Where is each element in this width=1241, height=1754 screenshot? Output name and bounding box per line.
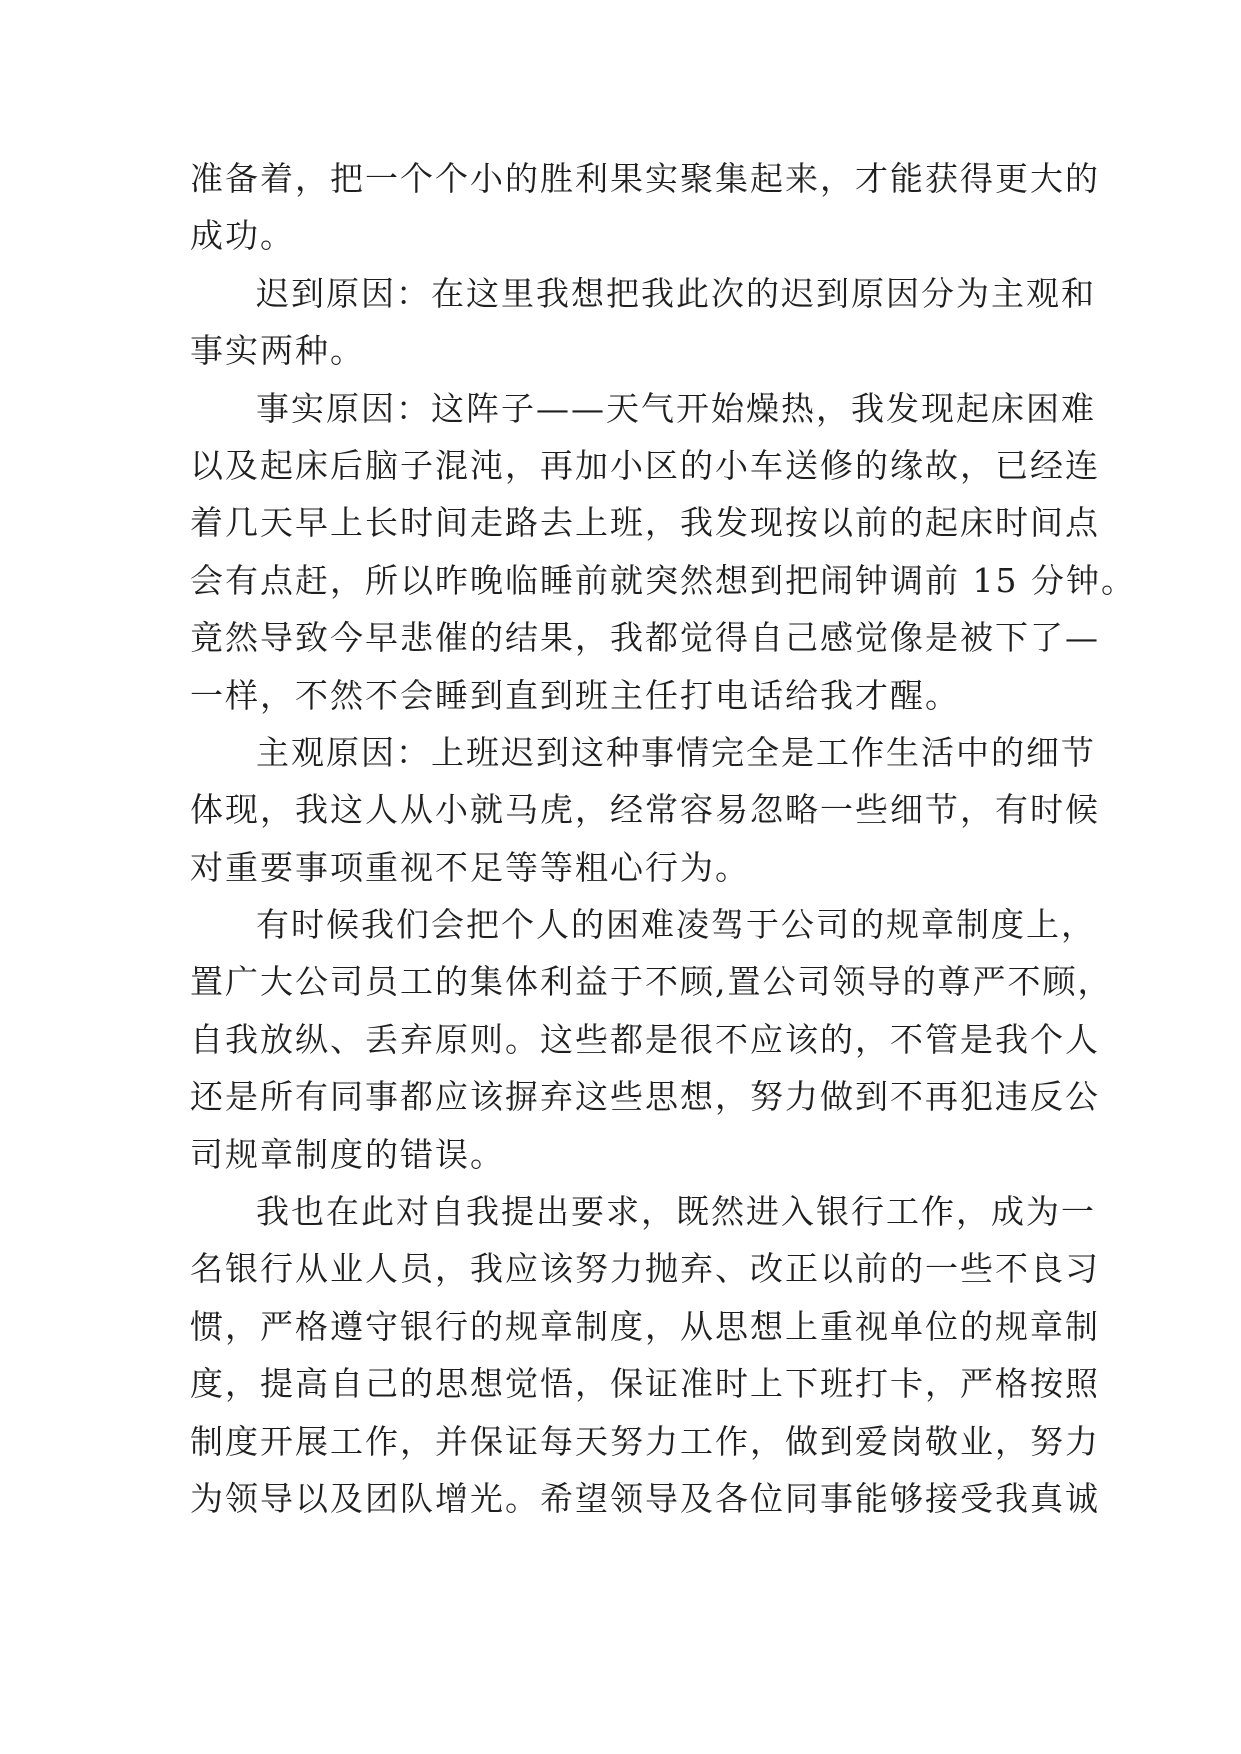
text-line: 事实两种。 (190, 331, 365, 371)
text-line: 准备着，把一个个小的胜利果实聚集起来，才能获得更大的 (190, 159, 1100, 198)
paragraph-start-line: 主观原因：上班迟到这种事情完全是工作生活中的细节 (256, 732, 1096, 772)
text-line: 为领导以及团队增光。希望领导及各位同事能够接受我真诚 (190, 1478, 1100, 1518)
text-line: 成功。 (190, 216, 295, 256)
text-line: 度，提高自己的思想觉悟，保证准时上下班打卡，严格按照 (190, 1364, 1100, 1404)
text-line: 制度开展工作，并保证每天努力工作，做到爱岗敬业，努力 (190, 1421, 1100, 1461)
paragraph-start-line: 事实原因：这阵子——天气开始燥热，我发现起床困难 (256, 388, 1096, 428)
text-line: 惯，严格遵守银行的规章制度，从思想上重视单位的规章制 (190, 1306, 1100, 1346)
document-body (190, 150, 1136, 1527)
text-line: 以及起床后脑子混沌，再加小区的小车送修的缘故，已经连 (190, 445, 1100, 485)
text-line: 司规章制度的错误。 (190, 1134, 505, 1174)
text-line: 体现，我这人从小就马虎，经常容易忽略一些细节，有时候 (190, 790, 1100, 830)
text-line: 对重要事项重视不足等等粗心行为。 (190, 847, 750, 887)
text-line: 一样，不然不会睡到直到班主任打电话给我才醒。 (190, 675, 960, 715)
text-line: 会有点赶，所以昨晚临睡前就突然想到把闹钟调前 15 分钟。 (190, 560, 1136, 600)
text-line: 还是所有同事都应该摒弃这些思想，努力做到不再犯违反公 (190, 1077, 1100, 1117)
text-line: 着几天早上长时间走路去上班，我发现按以前的起床时间点 (190, 503, 1100, 543)
text-line: 置广大公司员工的集体利益于不顾,置公司领导的尊严不顾， (190, 962, 1113, 1002)
text-line: 自我放纵、丢弃原则。这些都是很不应该的，不管是我个人 (190, 1019, 1100, 1059)
text-line: 名银行从业人员，我应该努力抛弃、改正以前的一些不良习 (190, 1249, 1100, 1289)
paragraph-start-line: 有时候我们会把个人的困难凌驾于公司的规章制度上， (256, 905, 1096, 945)
paragraph-start-line: 迟到原因：在这里我想把我此次的迟到原因分为主观和 (256, 273, 1096, 313)
text-line: 竟然导致今早悲催的结果，我都觉得自己感觉像是被下了— (190, 618, 1100, 658)
paragraph-start-line: 我也在此对自我提出要求，既然进入银行工作，成为一 (256, 1192, 1096, 1232)
